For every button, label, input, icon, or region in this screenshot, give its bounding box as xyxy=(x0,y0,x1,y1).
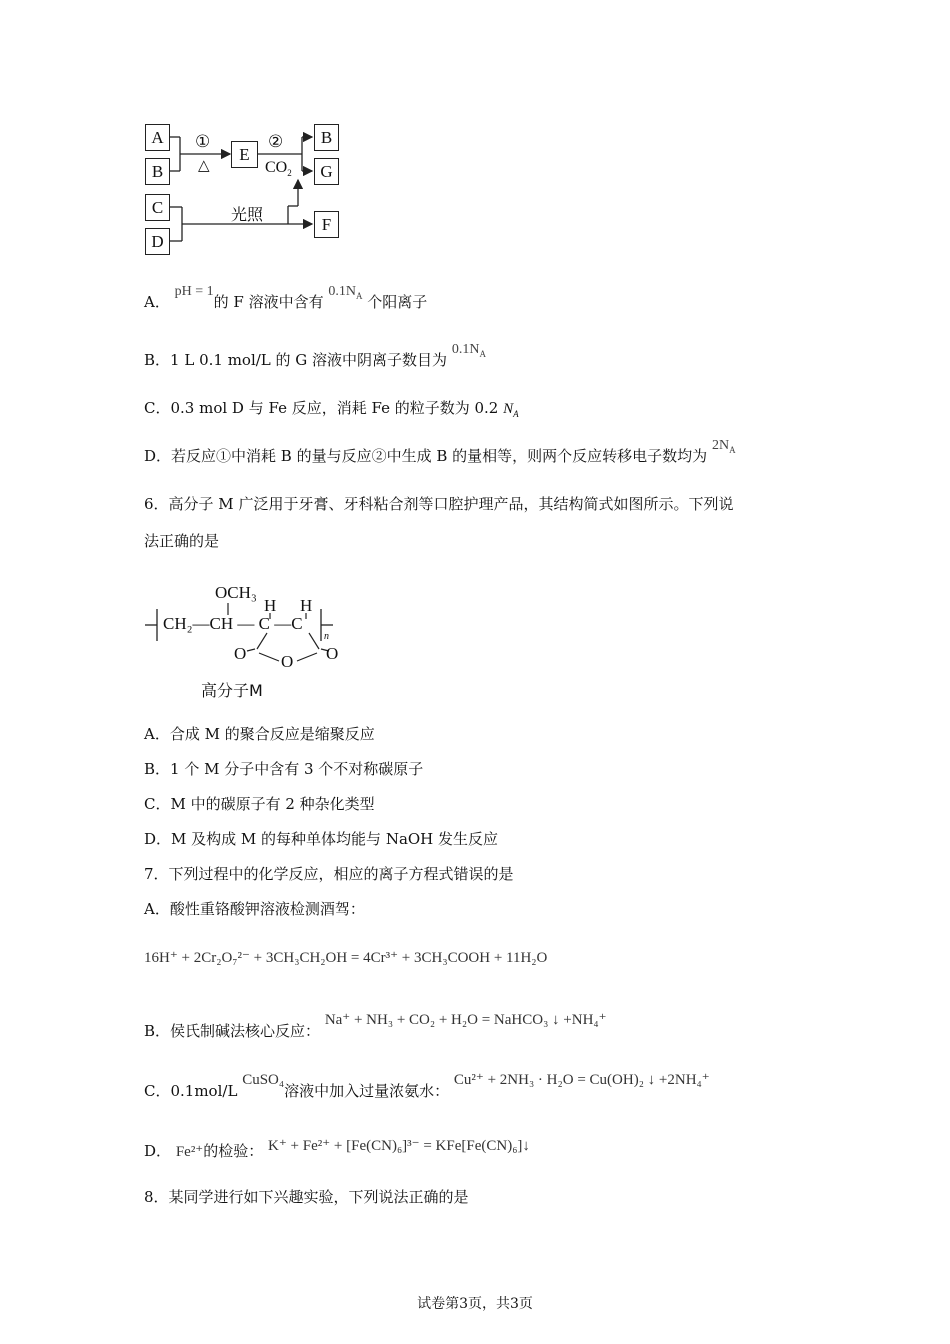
q6-stem-line2: 法正确的是 xyxy=(144,532,220,550)
q5-d-letter: D． xyxy=(144,447,172,465)
q6-option-c: C．M 中的碳原子有 2 种杂化类型 xyxy=(144,795,375,813)
o-right-label: O xyxy=(326,644,339,663)
main-chain: CH₂—CH — C —C xyxy=(163,614,303,633)
q8-stem: 8．某同学进行如下兴趣实验，下列说法正确的是 xyxy=(144,1188,469,1206)
q7-stem: 7．下列过程中的化学反应，相应的离子方程式错误的是 xyxy=(144,865,514,883)
q5-d-na-sub: A xyxy=(729,444,736,455)
box-a: A xyxy=(145,124,170,151)
q5-b-na xyxy=(452,342,486,357)
q5-a-na-sub: A xyxy=(356,290,363,301)
box-c: C xyxy=(145,194,170,221)
q5-a-text1: 的 F 溶液中含有 xyxy=(213,293,324,311)
o-ring-label: O xyxy=(281,652,294,671)
q7-d-fe2: Fe²⁺ xyxy=(175,1144,204,1160)
q5-b-text: 1 L 0.1 mol/L 的 G 溶液中阴离子数目为 xyxy=(170,351,448,369)
q7-c-equation: Cu²⁺ + 2NH₃ · H₂O = Cu(OH)₂ ↓ +2NH₄⁺ xyxy=(453,1072,710,1088)
q7-option-d xyxy=(144,1138,530,1162)
q7-option-c xyxy=(144,1072,710,1102)
q7-c-text2: 溶液中加入过量浓氨水： xyxy=(284,1082,450,1100)
box-e: E xyxy=(231,141,258,168)
co2-label xyxy=(265,159,292,178)
q7-option-b xyxy=(144,1012,607,1042)
co2-text: CO xyxy=(265,159,288,176)
q7-c-text1: C．0.1mol/L xyxy=(144,1082,238,1100)
polymer-caption: 高分子M xyxy=(201,681,263,700)
q7-b-text: B．侯氏制碱法核心反应： xyxy=(144,1022,321,1040)
q5-option-d xyxy=(144,438,736,472)
q5-d-na-text: 2N xyxy=(711,438,730,453)
q6-option-d: D．M 及构成 M 的每种单体均能与 NaOH 发生反应 xyxy=(144,830,499,848)
q7-option-a: A．酸性重铬酸钾溶液检测酒驾： xyxy=(144,900,365,918)
q5-option-c xyxy=(144,398,519,424)
q5-b-na-text: 0.1N xyxy=(451,342,480,357)
q5-a-na xyxy=(328,284,362,299)
q7-b-equation: Na⁺ + NH₃ + CO₂ + H₂O = NaHCO₃ ↓ +NH₄⁺ xyxy=(324,1012,607,1028)
och3-label: OCH₃ xyxy=(215,583,257,602)
q7-d-text1: D． xyxy=(144,1142,172,1160)
heat-symbol: △ xyxy=(198,156,210,174)
q5-c-na-text: N xyxy=(503,401,514,417)
q5-b-na-sub: A xyxy=(479,348,486,359)
box-d: D xyxy=(145,228,170,255)
reaction-diagram xyxy=(140,118,360,251)
step1-label: ① xyxy=(195,132,211,152)
light-label: 光照 xyxy=(231,205,264,224)
q5-a-text2: 个阳离子 xyxy=(367,293,428,311)
q5-a-ph: pH = 1 xyxy=(174,284,214,299)
q5-c-letter: C． xyxy=(144,399,171,417)
repeat-n: n xyxy=(324,631,329,642)
q7-d-equation: K⁺ + Fe²⁺ + [Fe(CN)₆]³⁻ = KFe[Fe(CN)₆]↓ xyxy=(268,1138,530,1154)
q5-c-na-sub: A xyxy=(513,409,519,419)
q5-option-a xyxy=(144,284,428,318)
q6-option-a: A．合成 M 的聚合反应是缩聚反应 xyxy=(144,725,375,743)
q5-d-na xyxy=(712,438,736,453)
box-b-right: B xyxy=(314,124,339,151)
q5-b-letter: B． xyxy=(144,351,171,369)
q5-c-na xyxy=(503,401,519,417)
polymer-structure xyxy=(143,583,363,703)
q5-c-text: 0.3 mol D 与 Fe 反应，消耗 Fe 的粒子数为 0.2 xyxy=(170,399,504,417)
h-left-label: H xyxy=(264,596,277,615)
page-footer: 试卷第3页，共3页 xyxy=(417,1296,533,1312)
q7-d-text2: 的检验： xyxy=(203,1142,264,1160)
box-f: F xyxy=(314,211,339,238)
q5-a-letter: A． xyxy=(144,293,170,311)
box-b-left: B xyxy=(145,158,170,185)
q5-option-b xyxy=(144,342,486,376)
q5-d-text: 若反应①中消耗 B 的量与反应②中生成 B 的量相等，则两个反应转移电子数均为 xyxy=(171,447,708,465)
o-left-label: O xyxy=(234,644,247,663)
q6-stem-line1: 6．高分子 M 广泛用于牙膏、牙科粘合剂等口腔护理产品，其结构简式如图所示。下列说 xyxy=(144,495,734,513)
q7-c-cuso4: CuSO₄ xyxy=(242,1072,285,1088)
step2-label: ② xyxy=(268,132,284,152)
co2-subscript: 2 xyxy=(287,168,292,179)
q7-a-equation: 16H⁺ + 2Cr₂O₇²⁻ + 3CH₃CH₂OH = 4Cr³⁺ + 3CH₃COOH + 11H₂O xyxy=(144,950,548,966)
q5-a-na-text: 0.1N xyxy=(328,284,356,299)
box-g: G xyxy=(314,158,339,185)
h-right-label: H xyxy=(300,596,313,615)
q6-option-b: B．1 个 M 分子中含有 3 个不对称碳原子 xyxy=(144,760,424,778)
